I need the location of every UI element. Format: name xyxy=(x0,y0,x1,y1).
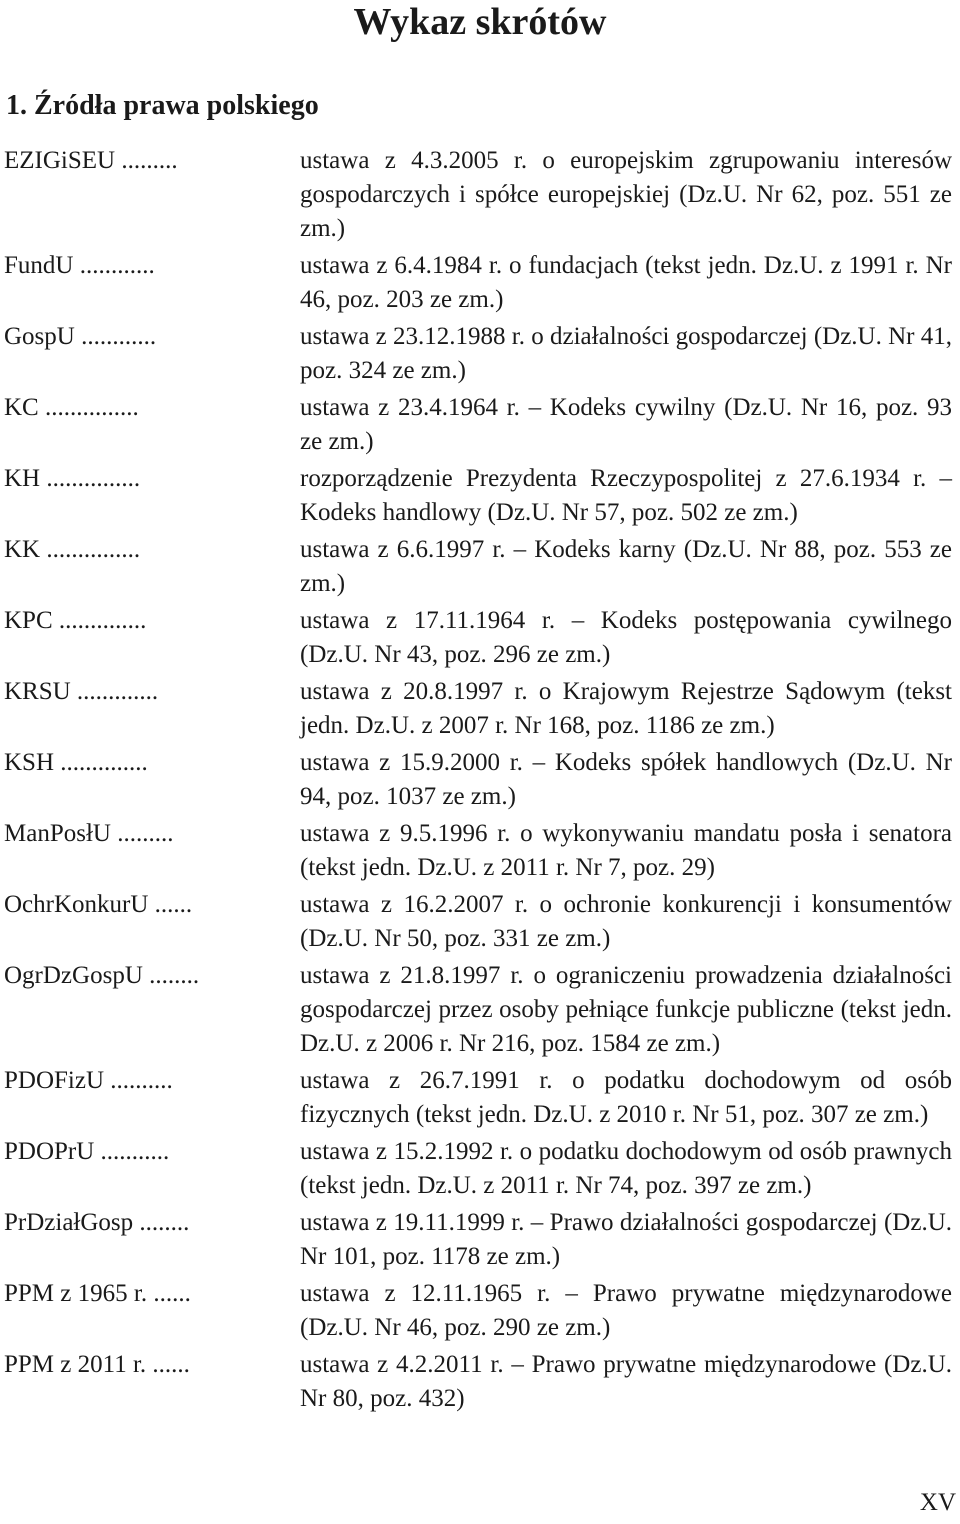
abbreviation: PPM z 1965 r. ...... xyxy=(4,1280,191,1307)
abbreviation: EZIGiSEU ......... xyxy=(4,147,178,174)
abbreviation-description: ustawa z 21.8.1997 r. o ograniczeniu prowadzenia działalności gospodarczej przez osoby pełniące funkcje publiczne (tekst jedn. Dz.U. z 2006 r. Nr 216, poz. 1584 ze zm.) xyxy=(300,962,952,1057)
list-item xyxy=(4,391,956,459)
abbreviation-description: ustawa z 17.11.1964 r. – Kodeks postępowania cywilnego (Dz.U. Nr 43, poz. 296 ze zm.) xyxy=(300,607,952,668)
list-item xyxy=(4,604,956,672)
abbreviation: PDOFizU .......... xyxy=(4,1067,173,1094)
abbreviation-description: ustawa z 9.5.1996 r. o wykonywaniu mandatu posła i senatora (tekst jedn. Dz.U. z 2011 r. Nr 7, poz. 29) xyxy=(300,820,952,881)
abbreviation: ManPosłU ......... xyxy=(4,820,174,847)
abbreviation: FundU ............ xyxy=(4,252,155,279)
abbreviation-description: ustawa z 20.8.1997 r. o Krajowym Rejestrze Sądowym (tekst jedn. Dz.U. z 2007 r. Nr 168, poz. 1186 ze zm.) xyxy=(300,678,952,739)
abbreviation-description: ustawa z 19.11.1999 r. – Prawo działalności gospodarczej (Dz.U. Nr 101, poz. 1178 ze zm.) xyxy=(300,1209,952,1270)
abbreviation: PrDziałGosp ........ xyxy=(4,1209,190,1236)
list-item xyxy=(4,462,956,530)
abbreviation-description: ustawa z 23.4.1964 r. – Kodeks cywilny (Dz.U. Nr 16, poz. 93 ze zm.) xyxy=(300,394,952,455)
list-item xyxy=(4,533,956,601)
abbreviation: KSH .............. xyxy=(4,749,148,776)
list-item xyxy=(4,144,956,246)
list-item xyxy=(4,888,956,956)
abbreviation-description: rozporządzenie Prezydenta Rzeczypospolitej z 27.6.1934 r. – Kodeks handlowy (Dz.U. Nr 57, poz. 502 ze zm.) xyxy=(300,465,952,526)
page-number: XV xyxy=(919,1489,956,1516)
list-item xyxy=(4,1277,956,1345)
abbreviation-list xyxy=(4,144,956,1419)
abbreviation-description: ustawa z 4.2.2011 r. – Prawo prywatne międzynarodowe (Dz.U. Nr 80, poz. 432) xyxy=(300,1351,952,1412)
abbreviation: KC ............... xyxy=(4,394,139,421)
abbreviation-description: ustawa z 26.7.1991 r. o podatku dochodowym od osób fizycznych (tekst jedn. Dz.U. z 2010 r. Nr 51, poz. 307 ze zm.) xyxy=(300,1067,952,1128)
list-item xyxy=(4,1206,956,1274)
abbreviation-description: ustawa z 12.11.1965 r. – Prawo prywatne międzynarodowe (Dz.U. Nr 46, poz. 290 ze zm.) xyxy=(300,1280,952,1341)
abbreviation-description: ustawa z 15.9.2000 r. – Kodeks spółek handlowych (Dz.U. Nr 94, poz. 1037 ze zm.) xyxy=(300,749,952,810)
abbreviation-description: ustawa z 6.6.1997 r. – Kodeks karny (Dz.U. Nr 88, poz. 553 ze zm.) xyxy=(300,536,952,597)
abbreviation-description: ustawa z 4.3.2005 r. o europejskim zgrupowaniu interesów gospodarczych i spółce europejskiej (Dz.U. Nr 62, poz. 551 ze zm.) xyxy=(300,147,952,242)
list-item xyxy=(4,1135,956,1203)
list-item xyxy=(4,1348,956,1416)
list-item xyxy=(4,817,956,885)
abbreviation-description: ustawa z 6.4.1984 r. o fundacjach (tekst jedn. Dz.U. z 1991 r. Nr 46, poz. 203 ze zm.) xyxy=(300,252,952,313)
abbreviation: KH ............... xyxy=(4,465,141,492)
section-heading: 1. Źródła prawa polskiego xyxy=(6,90,319,121)
list-item xyxy=(4,320,956,388)
abbreviation: KK ............... xyxy=(4,536,141,563)
abbreviation: PDOPrU ........... xyxy=(4,1138,170,1165)
abbreviation: GospU ............ xyxy=(4,323,157,350)
abbreviation-description: ustawa z 16.2.2007 r. o ochronie konkurencji i konsumentów (Dz.U. Nr 50, poz. 331 ze zm.) xyxy=(300,891,952,952)
abbreviation: KRSU ............. xyxy=(4,678,159,705)
abbreviation: KPC .............. xyxy=(4,607,147,634)
abbreviation: OgrDzGospU ........ xyxy=(4,962,200,989)
abbreviation: PPM z 2011 r. ...... xyxy=(4,1351,190,1378)
list-item xyxy=(4,675,956,743)
abbreviation-description: ustawa z 15.2.1992 r. o podatku dochodowym od osób prawnych (tekst jedn. Dz.U. z 2011 r. Nr 74, poz. 397 ze zm.) xyxy=(300,1138,952,1199)
abbreviation: OchrKonkurU ...... xyxy=(4,891,193,918)
list-item xyxy=(4,959,956,1061)
list-item xyxy=(4,1064,956,1132)
list-item xyxy=(4,249,956,317)
abbreviation-description: ustawa z 23.12.1988 r. o działalności gospodarczej (Dz.U. Nr 41, poz. 324 ze zm.) xyxy=(300,323,952,384)
list-item xyxy=(4,746,956,814)
page-title: Wykaz skrótów xyxy=(353,1,607,43)
